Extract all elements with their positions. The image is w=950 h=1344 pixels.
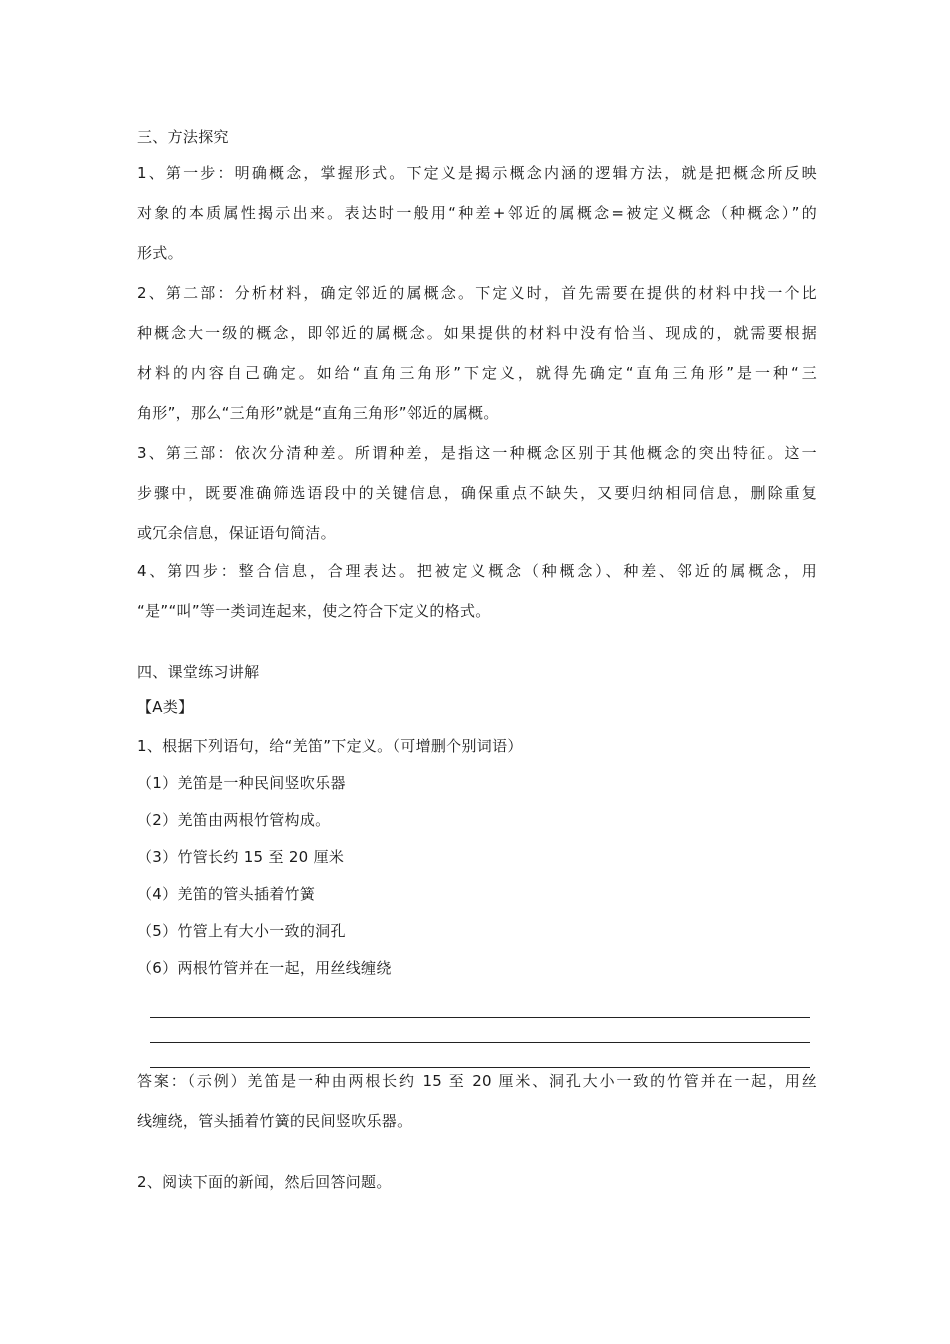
method-step2-line3: 材料的内容自己确定。如给“直角三角形”下定义，就得先确定“直角三角形”是一种“三 [137, 364, 817, 382]
method-step2-line4: 角形”，那么“三角形”就是“直角三角形”邻近的属概。 [137, 404, 499, 422]
method-step2-line1: 2、第二部：分析材料，确定邻近的属概念。下定义时，首先需要在提供的材料中找一个比 [137, 284, 817, 302]
question-2: 2、阅读下面的新闻，然后回答问题。 [137, 1173, 392, 1191]
method-step3-line1: 3、第三部：依次分清种差。所谓种差，是指这一种概念区别于其他概念的突出特征。这一 [137, 444, 817, 462]
statement-6: （6）两根竹管并在一起，用丝线缠绕 [137, 959, 392, 977]
section-heading-practice: 四、课堂练习讲解 [137, 663, 260, 681]
category-label: 【A类】 [137, 698, 194, 716]
method-step4-line1: 4、第四步：整合信息，合理表达。把被定义概念（种概念）、种差、邻近的属概念，用 [137, 562, 817, 580]
statement-4: （4）羌笛的管头插着竹簧 [137, 885, 316, 903]
answer-blank-line-1 [150, 1017, 810, 1018]
section-heading-method: 三、方法探究 [137, 128, 229, 146]
answer-line-2: 线缠绕，管头插着竹簧的民间竖吹乐器。 [137, 1112, 413, 1130]
statement-5: （5）竹管上有大小一致的洞孔 [137, 922, 346, 940]
answer-blank-line-3 [150, 1067, 810, 1068]
method-step3-line2: 步骤中，既要准确筛选语段中的关键信息，确保重点不缺失，又要归纳相同信息，删除重复 [137, 484, 817, 502]
statement-1: （1）羌笛是一种民间竖吹乐器 [137, 774, 346, 792]
method-step1-line1: 1、第一步：明确概念，掌握形式。下定义是揭示概念内涵的逻辑方法，就是把概念所反映 [137, 164, 817, 182]
method-step3-line3: 或冗余信息，保证语句简洁。 [137, 524, 336, 542]
answer-line-1: 答案：（示例）羌笛是一种由两根长约 15 至 20 厘米、洞孔大小一致的竹管并在一起，用丝 [137, 1072, 817, 1090]
statement-3: （3）竹管长约 15 至 20 厘米 [137, 848, 345, 866]
method-step2-line2: 种概念大一级的概念，即邻近的属概念。如果提供的材料中没有恰当、现成的，就需要根据 [137, 324, 817, 342]
answer-blank-line-2 [150, 1042, 810, 1043]
statement-2: （2）羌笛由两根竹管构成。 [137, 811, 331, 829]
method-step1-line2: 对象的本质属性揭示出来。表达时一般用“种差+邻近的属概念=被定义概念（种概念）”的 [137, 204, 817, 222]
method-step1-line3: 形式。 [137, 244, 183, 262]
method-step4-line2: “是”“叫”等一类词连起来，使之符合下定义的格式。 [137, 602, 491, 620]
question-1: 1、根据下列语句，给“羌笛”下定义。（可增删个别词语） [137, 737, 523, 755]
